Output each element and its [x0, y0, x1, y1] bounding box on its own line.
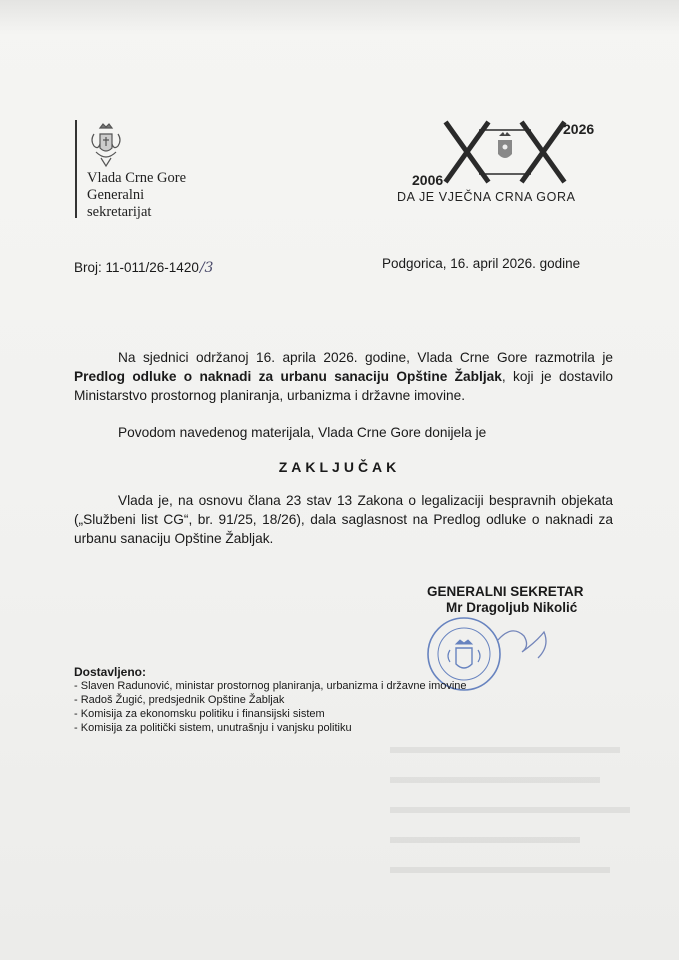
header-divider — [75, 120, 77, 218]
logo-motto: DA JE VJEČNA CRNA GORA — [397, 190, 576, 204]
distribution-item: - Slaven Radunović, ministar prostornog planiranja, urbanizma i državne imovine — [74, 679, 467, 693]
coat-of-arms-icon — [86, 122, 126, 168]
paragraph-session — [74, 348, 613, 405]
reference-number — [74, 260, 213, 276]
government-name-block — [87, 170, 186, 221]
government-name-line: sekretarijat — [87, 204, 152, 220]
proposal-title: Predlog odluke o naknadi za urbanu sanaciju Opštine Žabljak — [74, 369, 502, 384]
paper-show-through — [380, 740, 640, 880]
reference-number-text: Broj: 11-011/26-1420 — [74, 260, 199, 275]
logo-year-end: 2026 — [563, 121, 595, 137]
government-name-line: Generalni — [87, 187, 145, 203]
signature-title: GENERALNI SEKRETAR — [427, 584, 584, 599]
paragraph-decision-intro-text: Povodom navedenog materijala, Vlada Crne Gore donijela je — [118, 425, 487, 440]
handwritten-suffix: /3 — [199, 260, 214, 276]
distribution-title: Dostavljeno: — [74, 665, 147, 679]
distribution-list — [74, 679, 467, 735]
logo-year-start: 2006 — [412, 172, 444, 188]
distribution-item: - Komisija za ekonomsku politiku i finansijski sistem — [74, 707, 467, 721]
paragraph-conclusion — [74, 491, 613, 548]
paragraph-decision-intro — [74, 423, 613, 442]
paragraph-session-end: , koji je dostavilo Ministarstvo prostornog planiranja, urbanizma i državne imovine. — [74, 369, 613, 403]
conclusion-heading: ZAKLJUČAK — [278, 459, 401, 475]
distribution-item: - Radoš Žugić, predsjednik Opštine Žabljak — [74, 693, 467, 707]
government-name-line: Vlada Crne Gore — [87, 170, 187, 186]
scan-shadow — [0, 0, 679, 34]
paragraph-conclusion-text: Vlada je, na osnovu člana 23 stav 13 Zakona o legalizaciji bespravnih objekata („Službeni list CG“, br. 91/25, 18/26), dala saglasnost na Predlog odluke o naknadi za urbanu sanaciju Opštine Žabljak. — [74, 493, 613, 546]
signature-name: Mr Dragoljub Nikolić — [446, 600, 578, 615]
distribution-item: - Komisija za politički sistem, unutrašnju i vanjsku politiku — [74, 721, 467, 735]
place-and-date: Podgorica, 16. april 2026. godine — [382, 256, 581, 271]
paragraph-session-start: Na sjednici održanoj 16. aprila 2026. godine, Vlada Crne Gore razmotrila je — [118, 350, 613, 365]
